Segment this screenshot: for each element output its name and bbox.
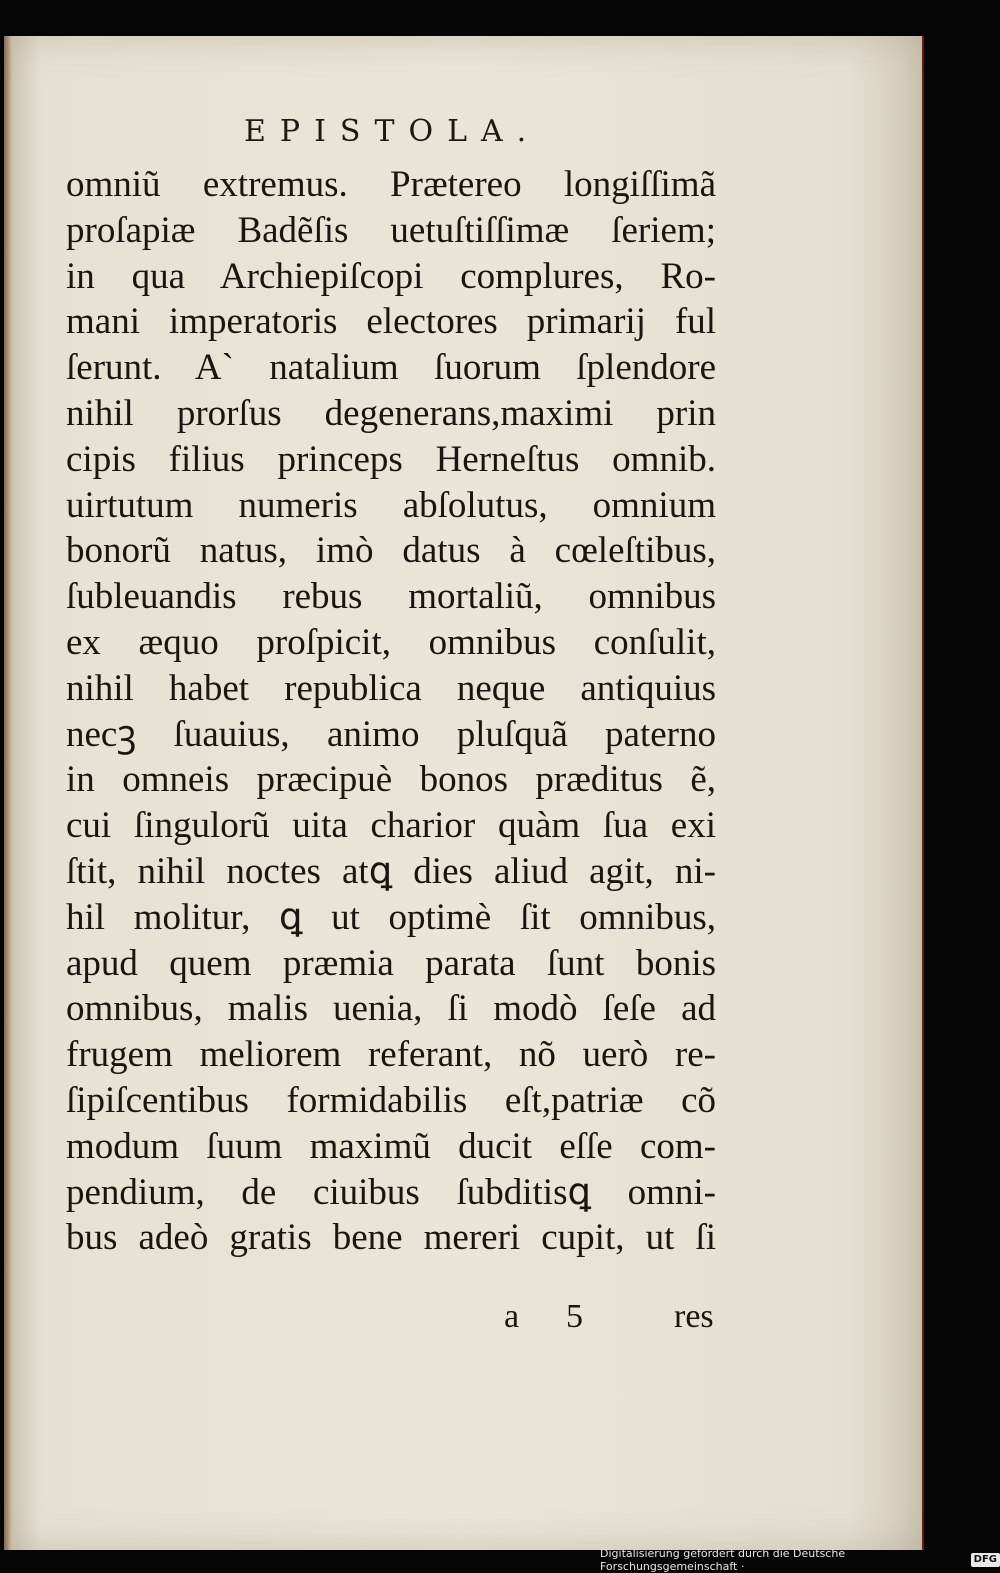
text-line: ſerunt. A` natalium ſuorum ſplendore (66, 347, 716, 389)
text-line: omniũ extremus. Prætereo longiſſimã (66, 164, 716, 205)
text-line: modum ſuum maximũ ducit eſſe com- (66, 1125, 716, 1167)
signature-mark-a: a (504, 1298, 520, 1335)
text-line: nihil habet republica neque antiquius (66, 667, 716, 709)
text-line: ſipiſcentibus formidabilis eſt,patriæ cõ (66, 1079, 716, 1121)
signature-mark-number: 5 (566, 1298, 583, 1335)
text-line: cui ſingulorũ uita charior quàm ſua exi (66, 805, 716, 847)
text-line: frugem meliorem referant, nõ uerò re- (66, 1034, 716, 1076)
text-block (66, 162, 726, 1261)
text-line: bus adeò gratis bene mereri cupit, ut ſi (66, 1217, 716, 1259)
dfg-logo-icon: DFG (971, 1553, 1000, 1567)
text-line: mani imperatoris electores primarij ful (66, 301, 716, 343)
text-line: ex æquo proſpicit, omnibus conſulit, (66, 621, 716, 663)
text-line: pendium, de ciuibus ſubditisꝗ omni- (66, 1171, 716, 1213)
text-line: ſubleuandis rebus mortaliũ, omnibus (66, 576, 716, 618)
text-line: necꝫ ſuauius, animo pluſquã paterno (66, 713, 716, 755)
text-line: omnibus, malis uenia, ſi modò ſeſe ad (66, 988, 716, 1030)
book-page (4, 36, 924, 1550)
text-line: hil molitur, ꝗ ut optimè ſit omnibus, (66, 896, 716, 938)
funding-footer (600, 1547, 1000, 1573)
text-line: in qua Archiepiſcopi complures, Ro- (66, 255, 716, 297)
text-line: ſtit, nihil noctes atꝗ dies aliud agit, ni- (66, 850, 716, 892)
signature-line (74, 1298, 734, 1338)
page-gutter (4, 36, 12, 1550)
text-line: nihil prorſus degenerans,maximi prin (66, 392, 716, 434)
text-line: uirtutum numeris abſolutus, omnium (66, 484, 716, 526)
funding-text: Digitalisierung gefördert durch die Deutsche Forschungsgemeinschaft · (600, 1547, 846, 1573)
text-line: in omneis præcipuè bonos præditus ẽ, (66, 759, 716, 801)
text-line: apud quem præmia parata ſunt bonis (66, 942, 716, 984)
catchword: res (674, 1298, 714, 1335)
running-head: EPISTOLA. (244, 114, 541, 149)
text-line: cipis filius princeps Herneſtus omnib. (66, 438, 716, 480)
text-line: bonorũ natus, imò datus à cœleſtibus, (66, 530, 716, 572)
text-line: proſapiæ Badẽſis uetuſtiſſimæ ſeriem; (66, 209, 716, 251)
